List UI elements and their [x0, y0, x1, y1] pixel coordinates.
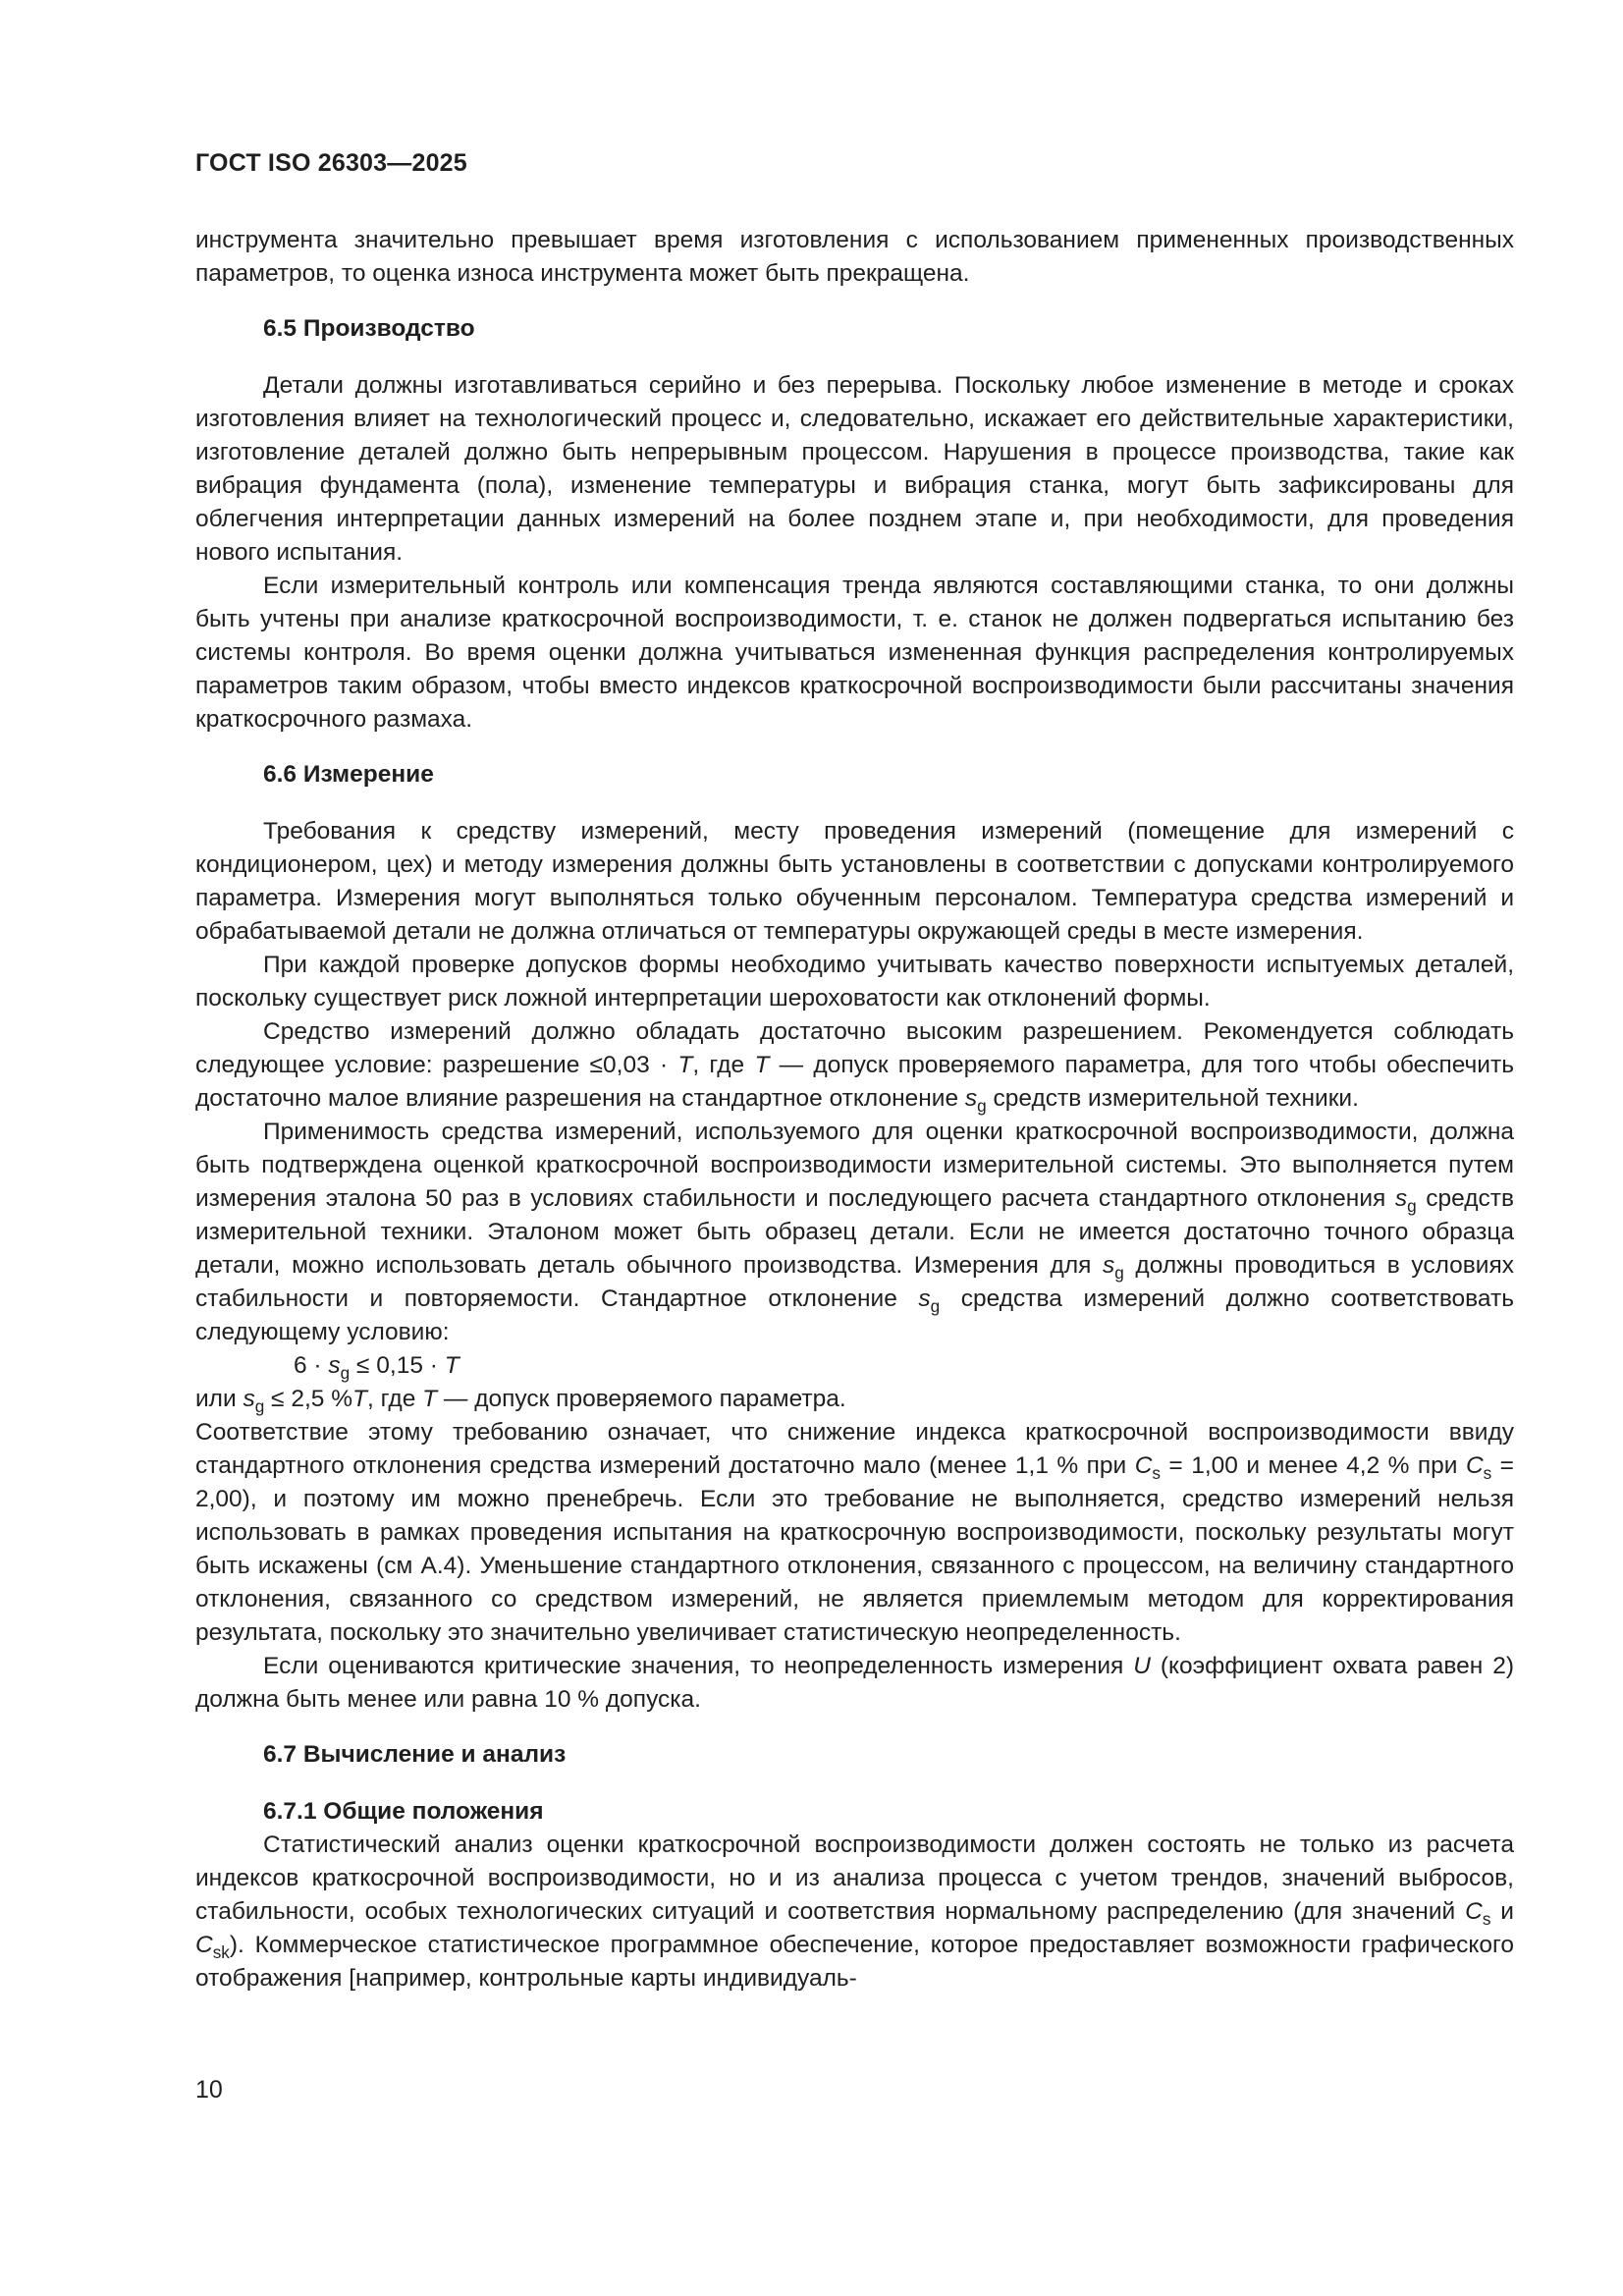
paragraph-statistics: Статистический анализ оценки краткосрочной воспроизводимости должен состоять не только из расчета индексов краткосрочной воспроизводимости, но и из анализа процесса с учетом трендов, значений выбросов, стабильности, особых технологических ситуаций и соответствия нормальному распределению (для значений $C_s$ и $C_{sk}$). Коммерческое статистическое программное обеспечение, которое предоставляет возможности графического отображения [например, контрольные карты индивидуаль- — [195, 1831, 1514, 1992]
formula-alternative: или $s_g \le 2,5$ %T, где T — допуск проверяемого параметра. — [195, 1386, 846, 1416]
document-header: ГОСТ ISO 26303—2025 — [195, 149, 467, 177]
paragraph-continuation: инструмента значительно превышает время изготовления с использованием примененных производственных параметров, то оценка износа инструмента может быть прекращена. — [195, 227, 1514, 287]
paragraph: Детали должны изготавливаться серийно и без перерыва. Поскольку любое изменение в методе и сроках изготовления влияет на технологический процесс и, следовательно, искажает его действительные характеристики, изготовление деталей должно быть непрерывным процессом. Нарушения в процессе производства, такие как вибрация фундамента (пола), изменение температуры и вибрация станка, могут быть зафиксированы для облегчения интерпретации данных измерений на более позднем этапе и, при необходимости, для проведения нового испытания. — [195, 372, 1514, 566]
paragraph-uncertainty: Если оцениваются критические значения, то неопределенность измерения U (коэффициент охвата равен 2) должна быть менее или равна 10 % допуска. — [195, 1653, 1514, 1713]
page-body — [195, 224, 1514, 1995]
paragraph-resolution: Средство измерений должно обладать достаточно высоким разрешением. Рекомендуется соблюдать следующее условие: разрешение ≤0,03 · T, где T — допуск проверяемого параметра, для того чтобы обеспечить достаточно малое влияние разрешения на стандартное отклонение $s_g$ средств измерительной техники. — [195, 1018, 1514, 1116]
page-number: 10 — [195, 2076, 223, 2104]
paragraph-compliance: Соответствие этому требованию означает, что снижение индекса краткосрочной воспроизводимости ввиду стандартного отклонения средства измерений достаточно мало (менее 1,1 % при $C_s = 1,00$ и менее 4,2 % при $C_s = 2,00$), и поэтому им можно пренебречь. Если это требование не выполняется, средство измерений нельзя использовать в рамках проведения испытания на краткосрочную воспроизводимости, поскольку результаты могут быть искажены (см А.4). Уменьшение стандартного отклонения, связанного с процессом, на величину стандартного отклонения, связанного со средством измерений, не является приемлемым методом для корректирования результата, поскольку это значительно увеличивает статистическую неопределенность. — [195, 1419, 1514, 1646]
formula: $6 \cdot s_g \le 0,15 \cdot T$ — [294, 1352, 460, 1383]
section-heading-6-6: 6.6 Измерение — [263, 761, 434, 788]
paragraph: Если измерительный контроль или компенсация тренда являются составляющими станка, то они должны быть учтены при анализе краткосрочной воспроизводимости, т. е. станок не должен подвергаться испытанию без системы контроля. Во время оценки должна учитываться измененная функция распределения контролируемых параметров таким образом, чтобы вместо индексов краткосрочной воспроизводимости были рассчитаны значения краткосрочного размаха. — [195, 573, 1514, 733]
section-heading-6-7: 6.7 Вычисление и анализ — [263, 1741, 567, 1768]
paragraph: При каждой проверке допусков формы необходимо учитывать качество поверхности испытуемых деталей, поскольку существует риск ложной интерпретации шероховатости как отклонений формы. — [195, 952, 1514, 1011]
paragraph: Требования к средству измерений, месту проведения измерений (помещение для измерений с кондиционером, цех) и методу измерения должны быть установлены в соответствии с допусками контролируемого параметра. Измерения могут выполняться только обученным персоналом. Температура средства измерений и обрабатываемой детали не должна отличаться от температуры окружающей среды в месте измерения. — [195, 818, 1514, 945]
section-heading-6-7-1: 6.7.1 Общие положения — [263, 1798, 544, 1825]
section-heading-6-5: 6.5 Производство — [263, 315, 475, 342]
paragraph-applicability: Применимость средства измерений, используемого для оценки краткосрочной воспроизводимости, должна быть подтверждена оценкой краткосрочной воспроизводимости измерительной системы. Это выполняется путем измерения эталона 50 раз в условиях стабильности и последующего расчета стандартного отклонения $s_g$ средств измерительной техники. Эталоном может быть образец детали. Если не имеется достаточно точного образца детали, можно использовать деталь обычного производства. Измерения для $s_g$ должны проводиться в условиях стабильности и повторяемости. Стандартное отклонение $s_g$ средства измерений должно соответствовать следующему условию: — [195, 1119, 1514, 1345]
